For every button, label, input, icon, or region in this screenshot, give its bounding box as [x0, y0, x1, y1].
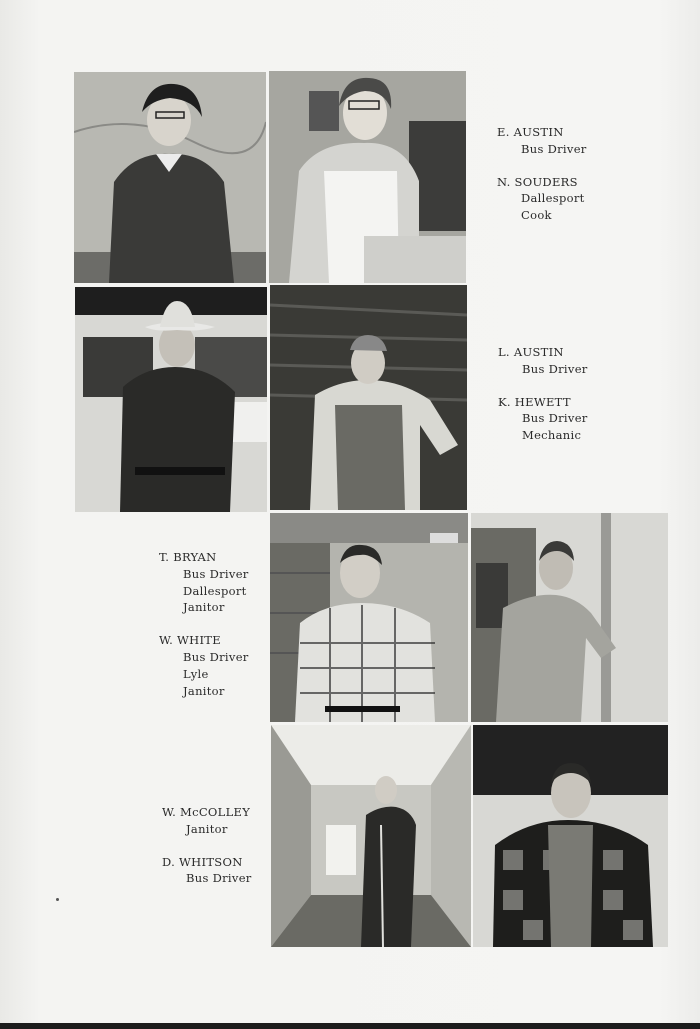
person-role: Dallesport: [521, 191, 585, 206]
person-role: Bus Driver: [186, 871, 252, 886]
person-name: N. SOUDERS: [497, 174, 578, 189]
person-role: Bus Driver: [522, 411, 588, 426]
caption-group-2: [498, 344, 588, 444]
person-role: Mechanic: [522, 428, 582, 443]
person-role: Bus Driver: [522, 361, 588, 376]
photo-woman-in-suit: [74, 72, 266, 283]
photo-woman-with-apron: [269, 71, 466, 283]
person-role: Janitor: [186, 821, 228, 836]
photo-man-in-plaid-jacket: [473, 725, 668, 947]
person-name: W. WHITE: [159, 633, 221, 648]
person-role: Lyle: [183, 666, 209, 681]
caption-group-1: [497, 124, 587, 224]
person-name: E. AUSTIN: [497, 125, 564, 139]
person-name: L. AUSTIN: [498, 345, 564, 359]
caption-group-4: [162, 804, 252, 887]
page-bottom-edge: [0, 1023, 700, 1029]
person-role: Cook: [521, 208, 552, 223]
person-name: T. BRYAN: [159, 550, 217, 564]
person-role: Bus Driver: [183, 649, 249, 664]
person-role: Janitor: [183, 600, 225, 615]
caption-group-3: [159, 549, 249, 699]
photo-man-in-overalls: [270, 285, 467, 510]
person-name: K. HEWETT: [498, 394, 571, 409]
photo-man-in-cowboy-hat: [75, 287, 267, 512]
person-role: Bus Driver: [521, 141, 587, 156]
photo-man-with-mop-in-hallway: [271, 725, 471, 947]
person-name: D. WHITSON: [162, 854, 243, 869]
photo-man-in-plaid-shirt: [270, 513, 468, 722]
speck: [56, 898, 59, 901]
person-role: Janitor: [183, 683, 225, 698]
photo-man-holding-pole: [471, 513, 668, 722]
person-role: Dallesport: [183, 583, 247, 598]
person-role: Bus Driver: [183, 566, 249, 581]
person-name: W. McCOLLEY: [162, 805, 251, 819]
